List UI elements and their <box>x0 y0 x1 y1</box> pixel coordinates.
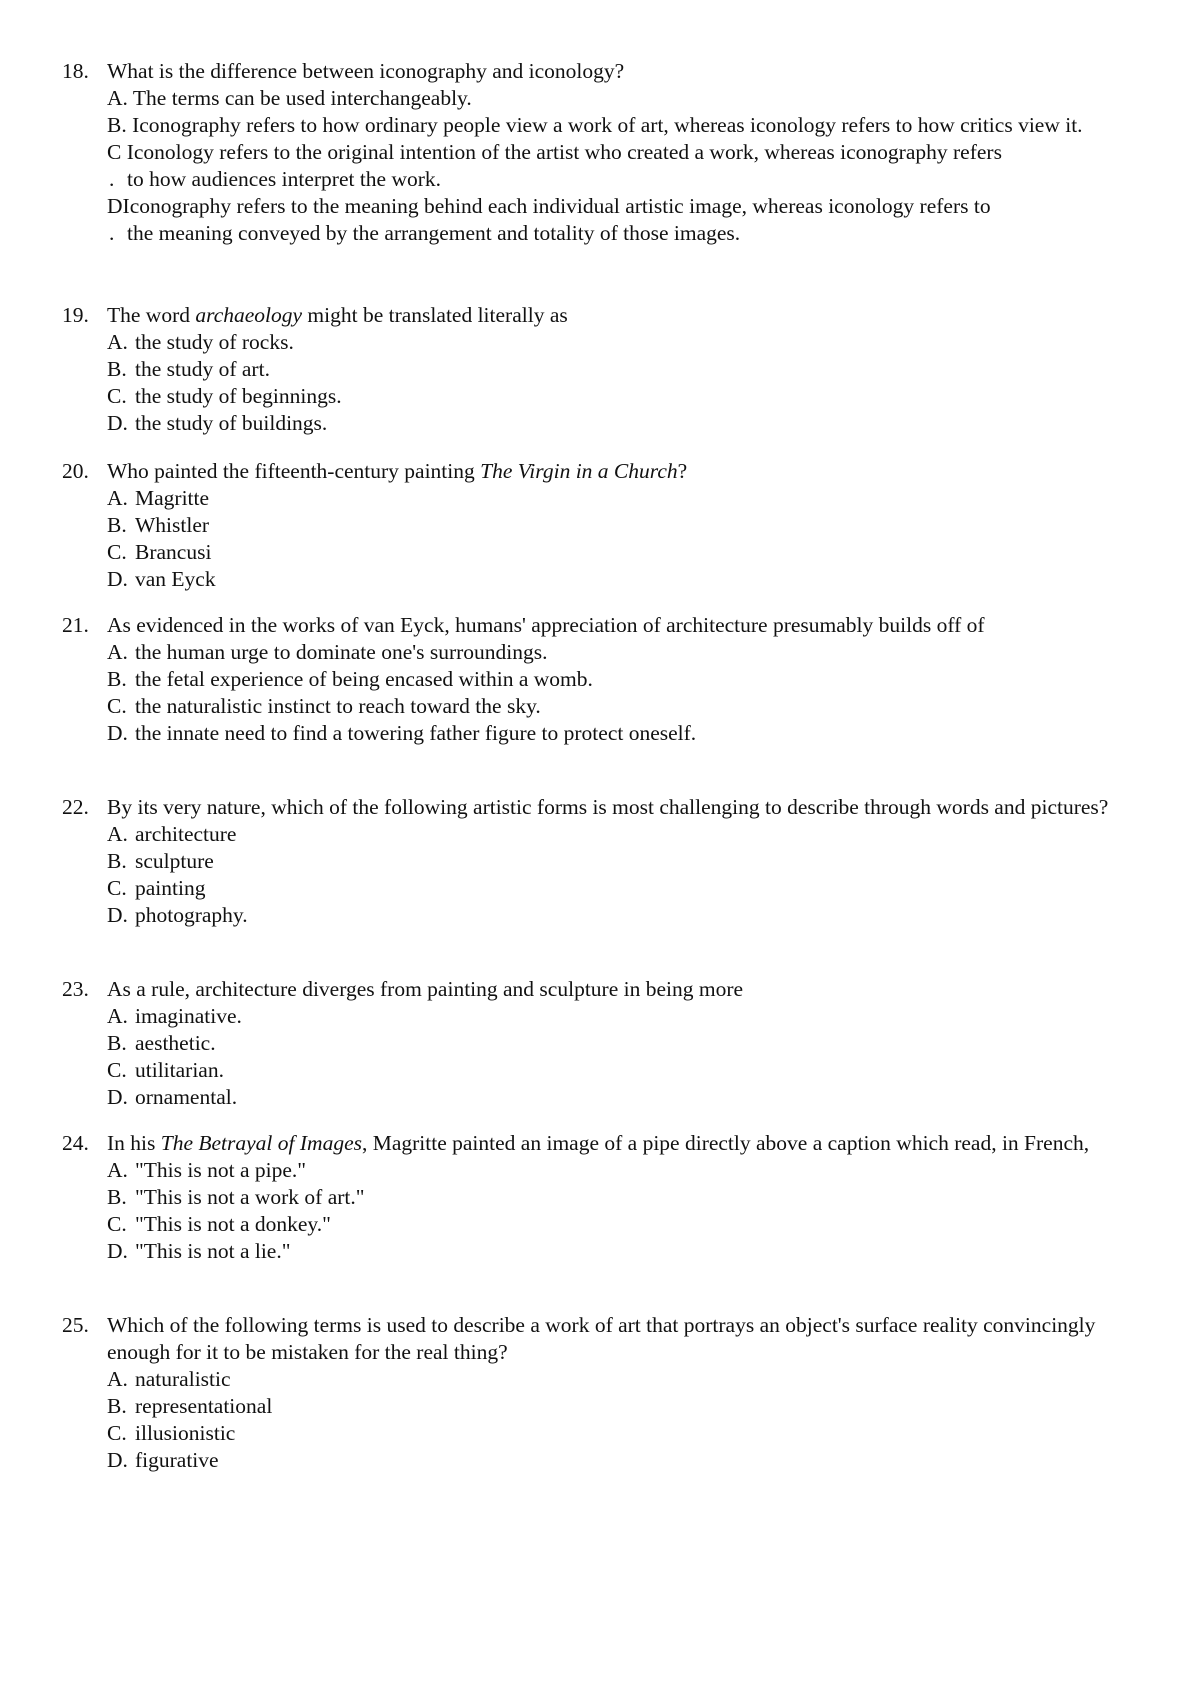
option-b: B. the fetal experience of being encased within a womb. <box>107 667 593 691</box>
option-a: A. Magritte <box>107 486 210 510</box>
option-d: D. the study of buildings. <box>107 411 328 435</box>
option-d: D. van Eyck <box>107 567 216 591</box>
option-b: B. "This is not a work of art." <box>107 1185 365 1209</box>
question-stem <box>62 976 1142 1003</box>
question-number: 21. <box>62 613 89 637</box>
stem-text: Who painted the fifteenth-century painting The Virgin in a Church? <box>107 459 688 483</box>
question-stem <box>62 302 1142 329</box>
option-a: A. imaginative. <box>107 1004 242 1028</box>
option-b: B. sculpture <box>107 849 214 873</box>
question-stem <box>62 58 1142 85</box>
question-24 <box>62 1130 1142 1265</box>
option-c: C. illusionistic <box>107 1421 236 1445</box>
option-d: DIconography refers to the meaning behind each individual artistic image, whereas iconology refers to . the meaning conveyed by the arrangement and totality of those images. <box>107 194 991 245</box>
question-number: 24. <box>62 1131 89 1155</box>
question-25 <box>62 1312 1142 1474</box>
answer-options <box>62 485 1142 593</box>
option-a: A. The terms can be used interchangeably. <box>107 86 472 110</box>
option-b: B. the study of art. <box>107 357 270 381</box>
stem-text: As evidenced in the works of van Eyck, humans' appreciation of architecture presumably builds off of <box>107 613 985 637</box>
option-b: B. representational <box>107 1394 273 1418</box>
option-b: B. Whistler <box>107 513 210 537</box>
question-stem <box>62 1130 1182 1157</box>
option-b: B. Iconography refers to how ordinary people view a work of art, whereas iconology refers to how critics view it. <box>107 113 1083 137</box>
answer-options <box>62 1157 1142 1265</box>
question-number: 18. <box>62 59 89 83</box>
stem-text: By its very nature, which of the following artistic forms is most challenging to describe through words and pictures? <box>107 795 1109 819</box>
question-stem <box>62 794 1152 821</box>
option-d: D. "This is not a lie." <box>107 1239 291 1263</box>
option-c: C. the study of beginnings. <box>107 384 342 408</box>
stem-text: As a rule, architecture diverges from painting and sculpture in being more <box>107 977 744 1001</box>
option-a: A. architecture <box>107 822 237 846</box>
option-b: B. aesthetic. <box>107 1031 216 1055</box>
option-a: A. naturalistic <box>107 1367 231 1391</box>
option-d: D. ornamental. <box>107 1085 238 1109</box>
question-21 <box>62 612 1142 747</box>
answer-options <box>62 639 1142 747</box>
answer-options <box>62 1366 1142 1474</box>
option-c: C. painting <box>107 876 206 900</box>
stem-text: What is the difference between iconography and iconology? <box>107 59 625 83</box>
option-d: D. figurative <box>107 1448 219 1472</box>
question-stem <box>62 612 1122 639</box>
stem-text: The word archaeology might be translated literally as <box>107 303 568 327</box>
question-23 <box>62 976 1142 1111</box>
option-a: A. "This is not a pipe." <box>107 1158 307 1182</box>
question-number: 25. <box>62 1313 89 1337</box>
option-c: C. utilitarian. <box>107 1058 224 1082</box>
question-22 <box>62 794 1142 929</box>
option-d: D. the innate need to find a towering father figure to protect oneself. <box>107 721 697 745</box>
question-19 <box>62 302 1142 437</box>
option-c: C. "This is not a donkey." <box>107 1212 331 1236</box>
answer-options <box>62 329 1142 437</box>
option-a: A. the human urge to dominate one's surroundings. <box>107 640 548 664</box>
answer-options <box>62 821 1142 929</box>
option-d: D. photography. <box>107 903 248 927</box>
question-18 <box>62 58 1142 247</box>
question-number: 22. <box>62 795 89 819</box>
option-c: C. Brancusi <box>107 540 212 564</box>
option-c: C. the naturalistic instinct to reach toward the sky. <box>107 694 541 718</box>
question-number: 20. <box>62 459 89 483</box>
answer-options <box>62 85 1142 247</box>
option-c: C Iconology refers to the original intention of the artist who created a work, whereas iconography refers . to how audiences interpret the work. <box>107 140 1002 191</box>
answer-options <box>62 1003 1142 1111</box>
question-stem <box>62 458 1142 485</box>
stem-text: In his The Betrayal of Images, Magritte painted an image of a pipe directly above a caption which read, in French, <box>107 1131 1090 1155</box>
question-stem <box>62 1312 1142 1366</box>
stem-text: Which of the following terms is used to describe a work of art that portrays an object's surface reality convincingly enough for it to be mistaken for the real thing? <box>107 1313 1096 1364</box>
question-20 <box>62 458 1142 593</box>
question-number: 23. <box>62 977 89 1001</box>
question-number: 19. <box>62 303 89 327</box>
option-a: A. the study of rocks. <box>107 330 294 354</box>
